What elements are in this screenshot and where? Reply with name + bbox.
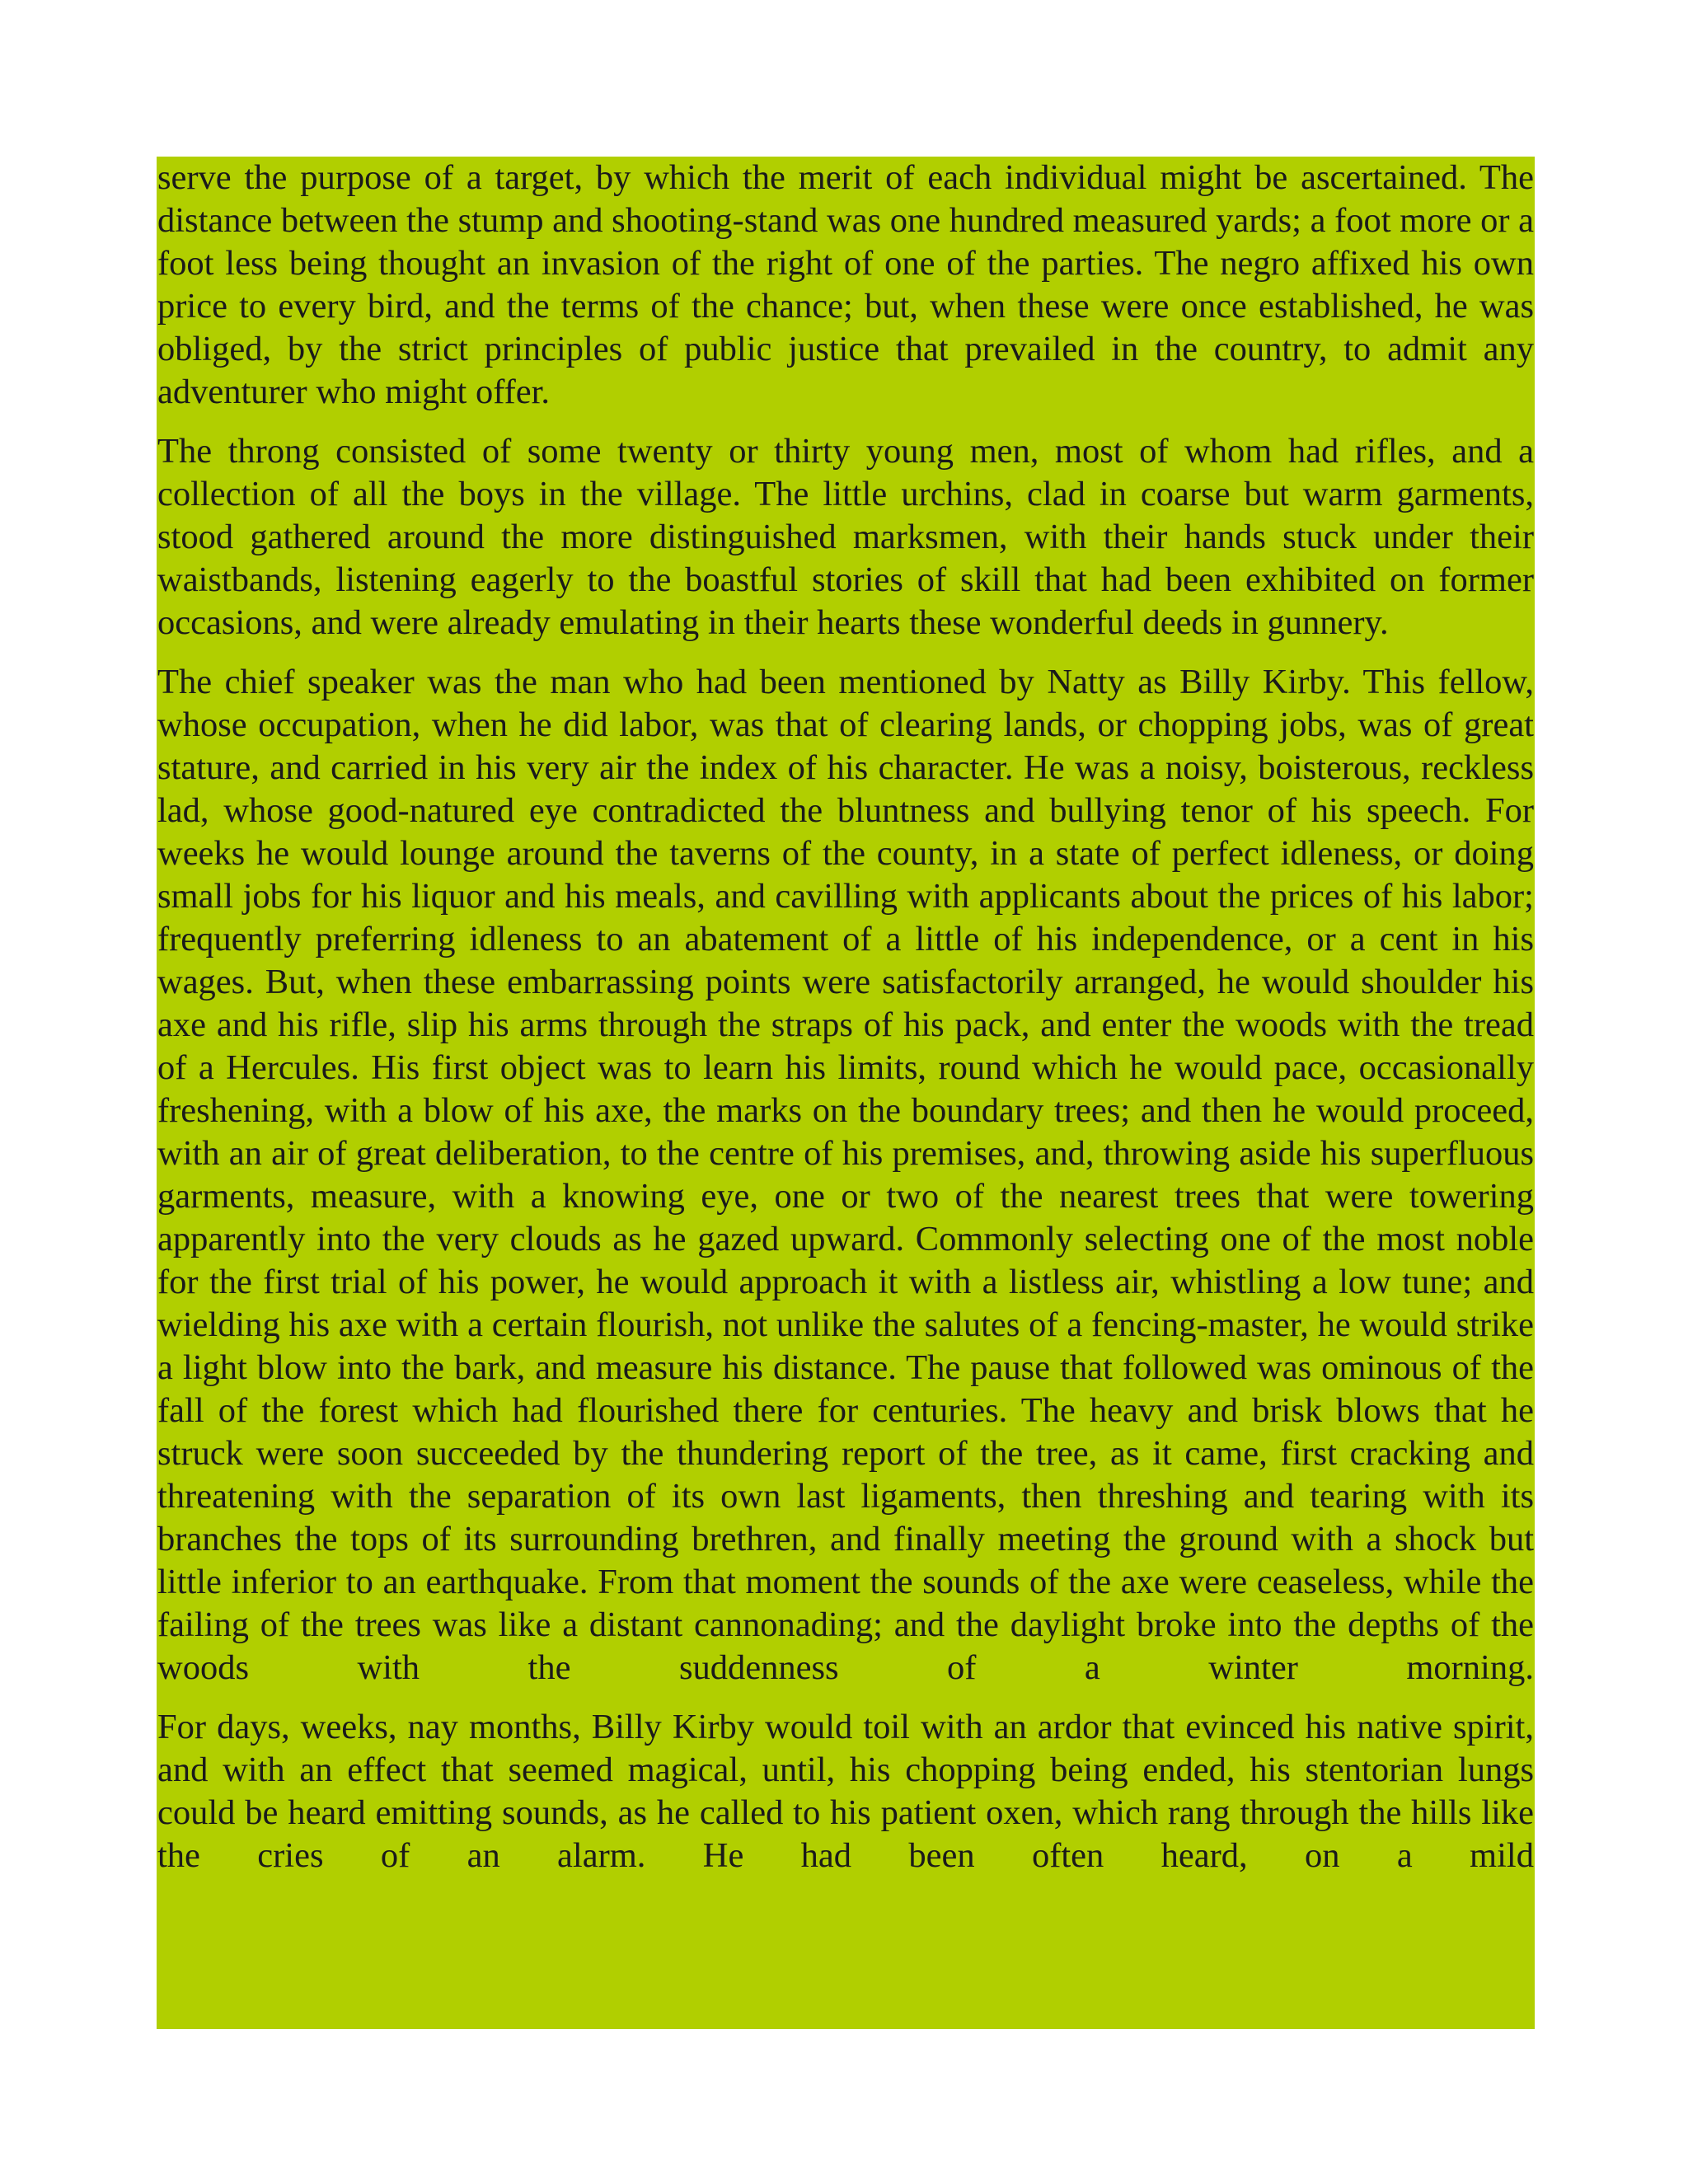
highlighted-text-block	[157, 157, 1535, 2029]
paragraph-4: For days, weeks, nay months, Billy Kirby would toil with an ardor that evinced his native spirit, and with an effect that seemed magical, until, his chopping being ended, his stentorian lungs could be heard emitting sounds, as he called to his patient oxen, which rang through the hills like the cries of an alarm. He had been often heard, on a mild	[157, 1708, 1534, 1875]
paragraph-3: The chief speaker was the man who had been mentioned by Natty as Billy Kirby. This fellow, whose occupation, when he did labor, was that of clearing lands, or chopping jobs, was of great stature, and carried in his very air the index of his character. He was a noisy, boisterous, reckless lad, whose good-natured eye contradicted the bluntness and bullying tenor of his speech. For weeks he would lounge around the taverns of the county, in a state of perfect idleness, or doing small jobs for his liquor and his meals, and cavilling with applicants about the prices of his labor; frequently preferring idleness to an abatement of a little of his independence, or a cent in his wages. But, when these embarrassing points were satisfactorily arranged, he would shoulder his axe and his rifle, slip his arms through the straps of his pack, and enter the woods with the tread of a Hercules. His first object was to learn his limits, round which he would pace, occasionally freshening, with a blow of his axe, the marks on the boundary trees; and then he would proceed, with an air of great deliberation, to the centre of his premises, and, throwing aside his superfluous garments, measure, with a knowing eye, one or two of the nearest trees that were towering apparently into the very clouds as he gazed upward. Commonly selecting one of the most noble for the first trial of his power, he would approach it with a listless air, whistling a low tune; and wielding his axe with a certain flourish, not unlike the salutes of a fencing-master, he would strike a light blow into the bark, and measure his distance. The pause that followed was ominous of the fall of the forest which had flourished there for centuries. The heavy and brisk blows that he struck were soon succeeded by the thundering report of the tree, as it came, first cracking and threatening with the separation of its own last ligaments, then threshing and tearing with its branches the tops of its surrounding brethren, and finally meeting the ground with a shock but little inferior to an earthquake. From that moment the sounds of the axe were ceaseless, while the failing of the trees was like a distant cannonading; and the daylight broke into the depths of the woods with the suddenness of a winter morning.	[157, 663, 1534, 1687]
paragraph-1: serve the purpose of a target, by which the merit of each individual might be ascertained. The distance between the stump and shooting-stand was one hundred measured yards; a foot more or a foot less being thought an invasion of the right of one of the parties. The negro affixed his own price to every bird, and the terms of the chance; but, when these were once established, he was obliged, by the strict principles of public justice that prevailed in the country, to admit any adventurer who might offer.	[157, 158, 1535, 411]
paragraph-2: The throng consisted of some twenty or thirty young men, most of whom had rifles, and a collection of all the boys in the village. The little urchins, clad in coarse but warm garments, stood gathered around the more distinguished marksmen, with their hands stuck under their waistbands, listening eagerly to the boastful stories of skill that had been exhibited on former occasions, and were already emulating in their hearts these wonderful deeds in gunnery.	[157, 432, 1534, 642]
